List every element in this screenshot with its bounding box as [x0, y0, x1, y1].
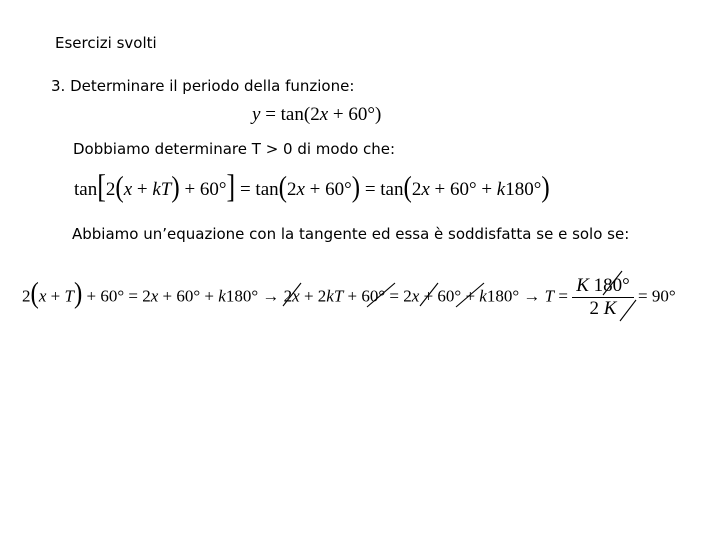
- step1-text: Dobbiamo determinare T > 0 di modo che:: [73, 140, 396, 158]
- condition-equation: tan[2(x + kT) + 60°] = tan(2x + 60°) = tan(2x + 60° + k180°): [74, 168, 550, 205]
- section-heading: Esercizi svolti: [55, 34, 157, 52]
- step2-text: Abbiamo un’equazione con la tangente ed essa è soddisfatta se e solo se:: [72, 225, 630, 243]
- function-equation: y = tan(2x + 60°): [252, 104, 382, 125]
- fraction: $\frac{K 180^\circ}{2 K}$: [572, 275, 634, 320]
- problem-statement: [51, 77, 354, 95]
- problem-text: Determinare il periodo della funzione:: [70, 77, 355, 95]
- problem-number: 3.: [51, 77, 66, 95]
- solution-equation: 2(x + T) + 60° = 2x + 60° + k180° → 2x + 2kT + 60° = 2x + 60° + k180° → T = $\frac{K 180^\circ}{2 K}$ = 90°: [22, 275, 676, 319]
- arrow-icon: →: [523, 286, 541, 306]
- arrow-icon: →: [262, 286, 280, 306]
